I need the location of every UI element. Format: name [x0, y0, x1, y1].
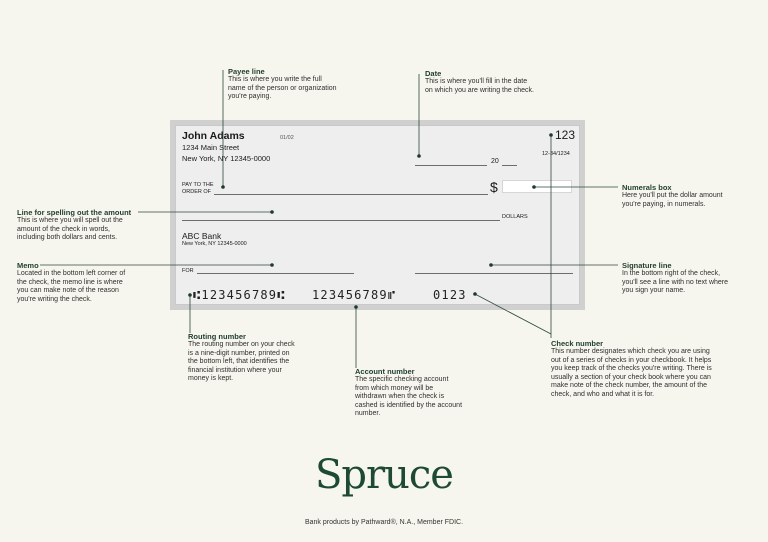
address-line-2: New York, NY 12345-0000	[182, 154, 271, 163]
annotation-body: Here you'll put the dollar amount you're paying, in numerals.	[622, 192, 723, 208]
annotation-signature-line	[622, 261, 728, 296]
amount-words-line	[182, 220, 500, 221]
micr-routing-number: ⑆123456789⑆	[193, 288, 286, 302]
pay-to-label-1: PAY TO THE	[182, 182, 214, 188]
annotation-body: This is where you will spell out the amount of the check in words, including both dollars and cents.	[17, 217, 123, 242]
annotation-title: Memo	[17, 261, 39, 270]
date-code: 01/02	[280, 135, 294, 141]
annotation-body: This is where you write the full name of the person or organization you're paying.	[228, 76, 337, 101]
annotation-body: In the bottom right of the check, you'll see a line with no text where you sign your name.	[622, 270, 729, 295]
payee-line	[214, 194, 488, 195]
check-number-top: 123	[555, 128, 576, 142]
annotation-check-number	[551, 339, 712, 400]
numerals-box	[502, 180, 572, 193]
annotation-title: Numerals box	[622, 183, 672, 192]
annotation-amount-words	[17, 208, 131, 243]
dollar-sign: $	[490, 179, 498, 195]
signature-line	[415, 273, 573, 274]
footer-disclaimer: Bank products by Pathward®, N.A., Member FDIC.	[304, 519, 464, 526]
annotation-title: Date	[425, 69, 442, 78]
annotation-title: Payee line	[228, 67, 265, 76]
annotation-routing-number	[188, 332, 295, 384]
for-label: FOR	[182, 268, 194, 274]
annotation-body: The specific checking account from which money will be withdrawn when the check is cashed is identified by the account number.	[355, 376, 463, 418]
micr-check-number: 0123	[433, 288, 467, 302]
annotation-title: Signature line	[622, 261, 672, 270]
annotation-title: Check number	[551, 339, 604, 348]
annotation-account-number	[355, 367, 462, 419]
annotation-title: Account number	[355, 367, 415, 376]
date-year-prefix: 20	[491, 158, 499, 165]
date-year-line	[502, 165, 517, 166]
account-holder-name: John Adams	[182, 130, 245, 142]
annotation-body: Located in the bottom left corner of the check, the memo line is where you can make note of the reason you're writing the check.	[17, 270, 126, 303]
annotation-title: Routing number	[188, 332, 246, 341]
bank-address: New York, NY 12345-0000	[182, 241, 247, 247]
date-line	[415, 165, 487, 166]
bank-name: ABC Bank	[182, 231, 222, 241]
annotation-numerals-box	[622, 183, 723, 209]
annotation-date	[425, 69, 534, 95]
annotation-title: Line for spelling out the amount	[17, 208, 132, 217]
address-line-1: 1234 Main Street	[182, 143, 240, 152]
annotation-payee-line	[228, 67, 337, 102]
annotation-body: The routing number on your check is a nine-digit number, printed on the bottom left, that identifies the financial institution where your money is kept.	[188, 341, 295, 383]
memo-line	[197, 273, 354, 274]
micr-account-number: 123456789⑈	[312, 288, 397, 302]
annotation-memo	[17, 261, 125, 304]
fraction-code: 12-34/1234	[542, 151, 570, 157]
dollars-label: DOLLARS	[502, 214, 528, 220]
pay-to-label-2: ORDER OF	[182, 189, 212, 195]
spruce-logo: Spruce	[315, 452, 453, 498]
annotation-body: This number designates which check you are using out of a series of checks in your checkbook. It helps you keep track of the checks you're writing. There is usually a section of your check book where you can make note of the check number, the amount of the check, and who and what it is for.	[551, 348, 712, 398]
annotation-body: This is where you'll fill in the date on which you are writing the check.	[425, 78, 534, 94]
